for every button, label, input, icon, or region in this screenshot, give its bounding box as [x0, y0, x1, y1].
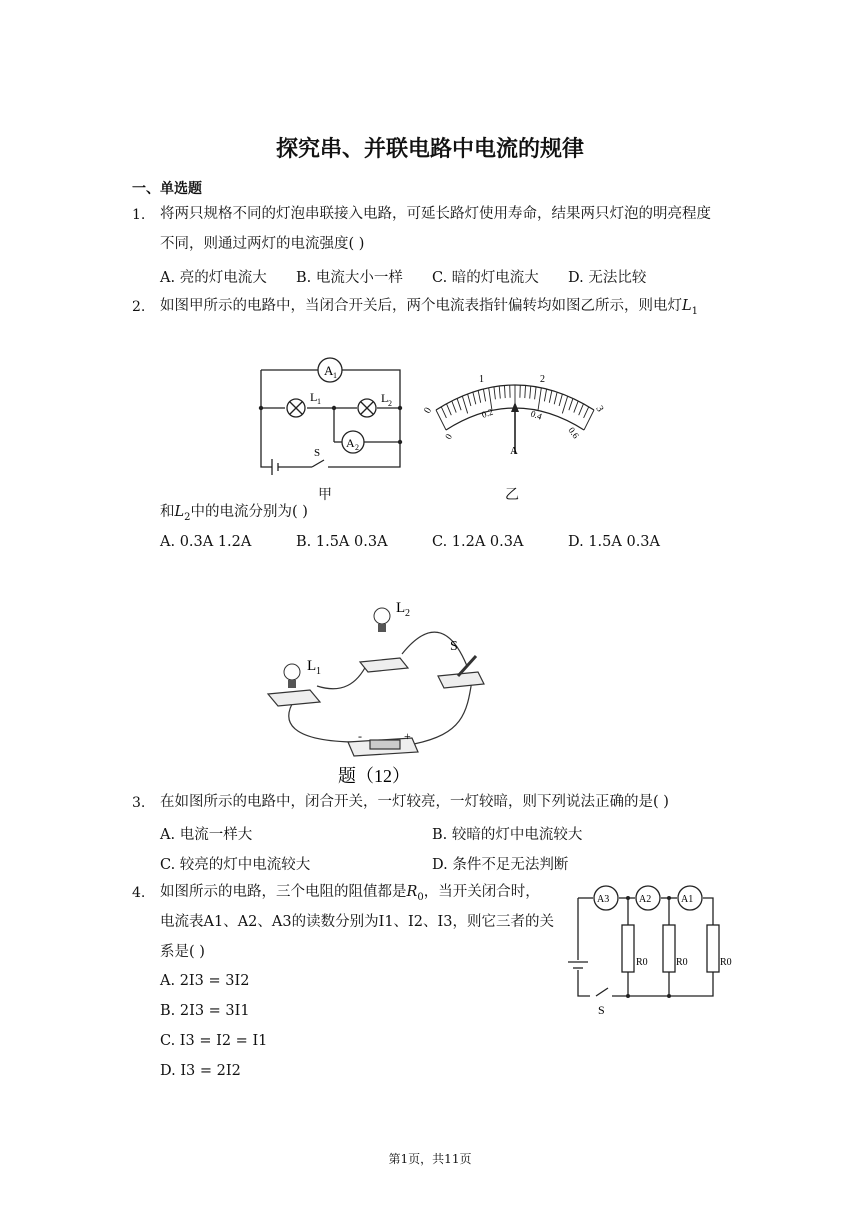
question-number: 2.	[132, 299, 146, 315]
scale-top-2: 2	[540, 374, 545, 385]
battery-plus: +	[404, 729, 411, 743]
question-text-line1: 如图所示的电路，三个电阻的阻值都是$R_0$，当开关闭合时，	[160, 884, 540, 903]
option-d: D. 1.5A 0.3A	[568, 534, 660, 550]
dial-tick	[554, 392, 557, 404]
dial-tick	[483, 389, 485, 401]
question-text-line2: 不同，则通过两灯的电流强度( )	[160, 236, 365, 252]
dial-tick	[544, 389, 546, 401]
option-c: C. I3 = I2 = I1	[160, 1033, 268, 1049]
dial-tick	[530, 386, 531, 399]
figure-caption: 题（12）	[338, 766, 410, 786]
ammeter-a2-label: A2	[639, 894, 652, 905]
dial-tick	[462, 396, 467, 413]
option-d: D. 无法比较	[568, 270, 647, 286]
lamp-l2-sub: 2	[405, 608, 410, 619]
section-heading: 一、单选题	[132, 181, 202, 197]
switch-label: S	[598, 1003, 605, 1017]
option-b: B. 2I3 = 3I1	[160, 1003, 250, 1019]
scale-top-1: 1	[479, 374, 484, 385]
dial-tick	[468, 394, 471, 406]
dial-tick	[525, 385, 526, 398]
ammeter-a1-label: A1	[681, 894, 694, 905]
resistor-label-3: R0	[720, 957, 732, 968]
dial-tick	[538, 388, 541, 411]
dial-tick	[478, 390, 481, 402]
question-text-line1: 将两只规格不同的灯泡串联接入电路，可延长路灯使用寿命，结果两只灯泡的明亮程度	[160, 206, 711, 222]
lamp-l2-label: L	[381, 391, 389, 405]
option-c: C. 较亮的灯中电流较大	[160, 857, 311, 873]
lamp-l1-label: L	[310, 390, 318, 404]
dial-tick	[549, 390, 552, 402]
dial-tick	[499, 386, 500, 399]
switch-label: S	[314, 447, 321, 459]
lamp-l2-sub: 2	[388, 399, 392, 408]
dial-tick	[452, 401, 456, 413]
scale-bottom-0: 0	[443, 432, 454, 441]
scale-bottom-06: 0.6	[566, 425, 582, 441]
ammeter-a2-sub: 2	[355, 443, 359, 452]
figure-label-jia: 甲	[318, 487, 332, 503]
option-b: B. 1.5A 0.3A	[296, 534, 388, 550]
option-b: B. 较暗的灯中电流较大	[432, 827, 583, 843]
dial-tick	[584, 407, 589, 418]
dial-tick	[559, 394, 562, 406]
dial-tick	[441, 407, 446, 418]
ammeter-a1-label: A	[324, 363, 334, 378]
option-a: A. 电流一样大	[160, 827, 253, 843]
ammeter-a3-label: A3	[597, 894, 610, 905]
lamp-l1-label: L	[307, 658, 317, 674]
ammeter-a1-sub: 1	[333, 371, 337, 380]
ammeter-a2-label: A	[346, 436, 355, 450]
page-footer: 第1页，共11页	[388, 1152, 472, 1166]
option-a: A. 2I3 = 3I2	[160, 973, 250, 989]
dial-tick	[574, 401, 578, 413]
option-b: B. 电流大小一样	[296, 270, 403, 286]
option-d: D. I3 = 2I2	[160, 1063, 241, 1079]
dial-tick	[447, 404, 452, 415]
circuit-photo-q3	[262, 594, 494, 788]
page-title: 探究串、并联电路中电流的规律	[275, 136, 584, 162]
question-number: 1.	[132, 207, 146, 223]
circuit-diagram-q4	[560, 880, 760, 1020]
resistor-label-2: R0	[676, 957, 688, 968]
option-a: A. 0.3A 1.2A	[160, 534, 252, 550]
question-text-line1: 如图甲所示的电路中，当闭合开关后，两个电流表指针偏转均如图乙所示，则电灯$L_1$	[160, 298, 699, 317]
question-text-line3: 系是( )	[160, 944, 205, 960]
dial-tick	[535, 387, 536, 400]
figure-label-yi: 乙	[505, 487, 519, 503]
ammeter-dial-yi	[418, 366, 614, 460]
lamp-l1-sub: 1	[316, 666, 321, 677]
dial-tick	[457, 398, 461, 410]
question-text-line1: 在如图所示的电路中，闭合开关，一灯较亮，一灯较暗，则下列说法正确的是( )	[160, 794, 669, 810]
battery-minus: -	[358, 729, 362, 743]
dial-tick	[579, 404, 584, 415]
option-c: C. 暗的灯电流大	[432, 270, 539, 286]
dial-tick	[494, 387, 495, 400]
scale-bottom-02: 0.2	[480, 406, 495, 420]
option-a: A. 亮的灯电流大	[160, 270, 267, 286]
scale-bottom-04: 0.4	[529, 408, 544, 422]
resistor-label-1: R0	[636, 957, 648, 968]
lamp-l1-sub: 1	[317, 397, 321, 406]
dial-tick	[562, 396, 567, 413]
switch-label: S	[450, 639, 458, 654]
option-c: C. 1.2A 0.3A	[432, 534, 524, 550]
scale-top-0: 0	[422, 405, 435, 416]
circuit-diagram-jia	[250, 350, 410, 482]
dial-tick	[473, 392, 476, 404]
dial-tick	[504, 385, 505, 398]
question-text-line2: 电流表A1、A2、A3的读数分别为I1、I2、I3，则它三者的关	[160, 914, 554, 930]
meter-unit-label: A	[510, 445, 518, 457]
question-number: 3.	[132, 795, 146, 811]
scale-top-3: 3	[593, 404, 606, 414]
question-number: 4.	[132, 885, 146, 901]
option-d: D. 条件不足无法判断	[432, 857, 569, 873]
dial-tick	[569, 398, 573, 410]
question-text-line2: 和$L_2$中的电流分别为( )	[160, 504, 308, 523]
lamp-l2-label: L	[396, 600, 406, 616]
